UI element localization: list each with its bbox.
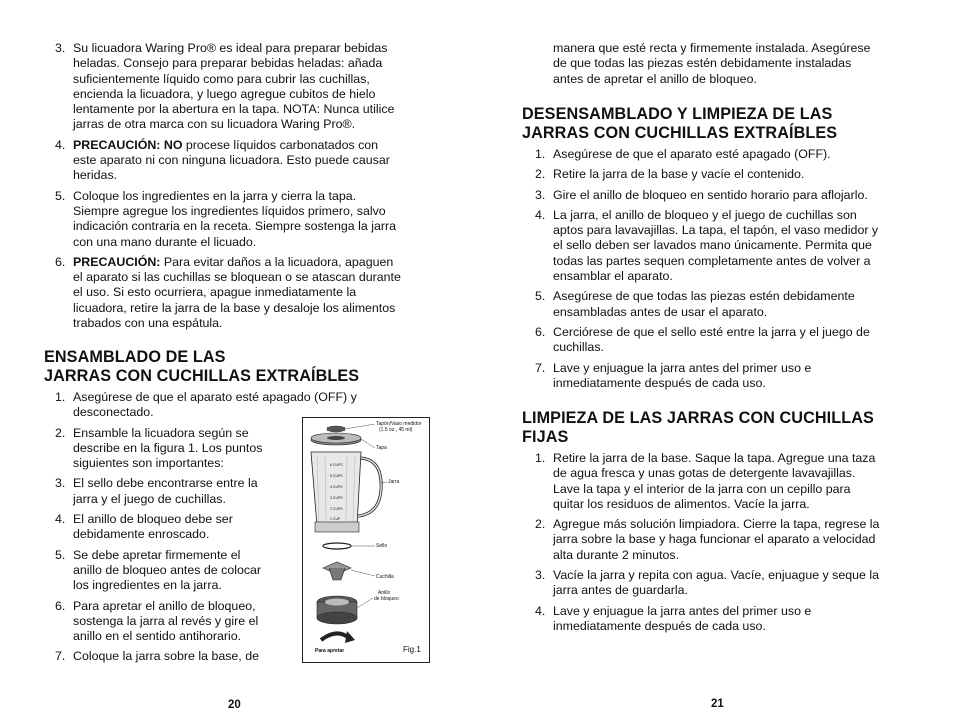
label-seal: Sello [376,543,388,549]
list-item-line: encienda la licuadora, y luego agregue cubitos de hielo [73,86,376,101]
list-item-line [73,255,453,270]
list-item [43,138,453,184]
fixed-jar-heading-line1: LIMPIEZA DE LAS JARRAS CON CUCHILLAS [522,409,874,427]
list-item-line: jarra y el juego de cuchillas. [73,491,226,506]
list-item [523,289,943,320]
list-item [523,361,943,392]
list-item [523,568,943,599]
list-item-line: con una mano durante el licuado. [73,234,257,249]
list-item-line: inmediatamente después de cada uso. [553,375,766,390]
list-item-line: lentamente por la abertura en la tapa. NOTA: Nunca utilice [73,102,395,117]
fixed-jar-cleaning-list [523,451,943,639]
label-lid: Tapa [376,445,387,451]
list-item-line: el sello deben ser lavados mano únicamente. Permita que [553,238,872,253]
list-item-number: 6. [535,324,546,339]
list-item-line: Se debe apretar firmemente el [73,547,241,562]
list-item-line: debidamente enroscado. [73,527,210,542]
jar-marking-4: 4 CUPS [330,485,343,489]
list-item-line: Para apretar el anillo de bloqueo, [73,598,256,613]
label-ring: Anillo [378,590,391,596]
list-item-line: Lave y enjuague la jarra antes del primer uso e [553,603,812,618]
list-item-line: siguientes son importantes: [73,456,224,471]
list-item-line: aptos para lavavajillas. La tapa, el tapón, el vaso medidor y [553,223,879,238]
list-item-line: el aparato si las cuchillas se bloquean o se atascan durante [73,270,401,285]
caution-label: PRECAUCIÓN: NO [73,137,183,152]
list-item-line: La jarra, el anillo de bloqueo y el juego de cuchillas son [553,207,857,222]
list-item-line: Lave la tapa y el interior de la jarra con un cepillo para [553,481,851,496]
list-item-number: 4. [535,603,546,618]
list-item [523,188,943,203]
list-item-number: 6. [55,598,66,613]
list-item-line: Agregue más solución limpiadora. Cierre la tapa, regrese la [553,517,880,532]
blender-assembly-figure [302,417,430,663]
jar-marking-5: 5 CUPS [330,474,343,478]
list-item-number: 5. [535,289,546,304]
list-item-line: trabados con una espátula. [73,316,223,331]
list-item-line: Gire el anillo de bloqueo en sentido horario para aflojarlo. [553,187,868,202]
assembly-heading-line2: JARRAS CON CUCHILLAS EXTRAÍBLES [44,366,360,385]
list-item-line: Asegúrese de que todas las piezas estén debidamente [553,289,855,304]
label-tighten: Para apretar [315,648,345,654]
list-item [43,189,453,250]
list-item-number: 3. [55,476,66,491]
list-item-line: anillo de bloqueo antes de colocar [73,562,262,577]
blender-exploded-diagram [303,418,429,662]
list-item-number: 3. [535,568,546,583]
list-item [523,604,943,635]
list-item-line: Cerciórese de que el sello esté entre la jarra y el juego de [553,324,870,339]
figure-caption: Fig.1 [403,645,421,654]
list-item-line: sostenga la jarra al revés y gire el [73,613,259,628]
list-item-number: 1. [535,451,546,465]
jar-marking-3: 3 CUPS [330,496,343,500]
list-item-line: jarra antes de guardarla. [553,583,689,598]
list-item [43,390,443,421]
list-item-line: todas las partes sequen completamente antes de volver a [553,253,871,268]
jar-marking-2: 2 CUPS [330,507,343,511]
list-item-line: Ensamble la licuadora según se [73,425,249,440]
list-item-line: Coloque la jarra sobre la base, de [73,649,259,664]
jar-marking-6: 6 CUPS [330,463,343,467]
list-item [523,517,943,563]
list-item-line [73,138,453,153]
list-item-line: jarra sobre la base y haga funcionar el aparato a velocidad [553,532,876,547]
list-item-line: jarras de otra marca con su licuadora Waring Pro®. [73,117,356,132]
list-item-line: alta durante 2 minutos. [553,547,680,562]
list-item-line: Vacíe la jarra y repita con agua. Vacíe, enjuague y seque la [553,568,880,583]
list-item-line: los ingredientes en la jarra. [73,578,222,593]
list-item-line: Retire la jarra de la base. Saque la tapa. Agregue una taza [553,451,876,465]
list-item-line: ensambladas antes de usar el aparato. [553,304,768,319]
continuation-text [553,41,933,87]
list-item-number: 4. [55,512,66,527]
list-item-text: Para evitar daños a la licuadora, apaguen [160,254,394,269]
list-item-number: 3. [55,41,66,55]
list-item-line: inmediatamente después de cada uso. [553,618,766,633]
list-item [523,167,943,182]
list-item-number: 2. [535,167,546,182]
list-item [523,451,943,512]
disassembly-heading [522,105,837,142]
label-jar: Jarra [388,479,400,485]
list-item-line: Lave y enjuague la jarra antes del primer uso e [553,360,812,375]
list-item [43,41,453,133]
list-item-line: Retire la jarra de la base y vacíe el contenido. [553,167,805,182]
list-item-number: 7. [535,360,546,375]
list-item-line: heladas. Consejo para preparar bebidas heladas: añada [73,56,383,71]
list-item-line: El sello debe encontrarse entre la [73,476,258,491]
list-item-line: licuadora, retire la jarra de la base y desaloje los alimentos [73,300,396,315]
list-item-line: Coloque los ingredientes en la jarra y cierra la tapa. [73,188,357,203]
continuation-line: de que todas las piezas estén debidamente instaladas [553,56,852,71]
list-item-line: el uso. Si esto ocurriera, apague inmediatamente la [73,285,357,300]
list-item-text: procese líquidos carbonatados con [182,137,379,152]
caution-label: PRECAUCIÓN: [73,254,161,269]
label-blades: Cuchilla [376,574,394,580]
label-cap: Tapón/Vaso medidor [376,421,422,427]
list-item-number: 2. [535,517,546,532]
list-item-number: 6. [55,254,66,269]
list-item-number: 4. [535,207,546,222]
disassembly-instructions-list [523,147,943,396]
list-item-line: suficientemente líquido como para cubrir las cuchillas, [73,71,370,86]
usage-instructions-list [43,41,453,336]
label-ring-line2: de bloqueo [374,596,399,602]
list-item [523,208,943,284]
list-item-line: heridas. [73,168,118,183]
jar-marking-1: 1 CUP [330,517,341,521]
page-number-left: 20 [228,699,241,711]
continuation-line: manera que esté recta y firmemente instalada. Asegúrese [553,41,871,55]
list-item-number: 7. [55,649,66,664]
assembly-heading [44,348,359,385]
list-item [43,255,453,331]
list-item-line: quitar los residuos de alimentos. Vacíe la jarra. [553,496,810,511]
disassembly-heading-line1: DESENSAMBLADO Y LIMPIEZA DE LAS [522,105,833,123]
list-item-line: cuchillas. [553,340,604,355]
continuation-line: antes de apretar el anillo de bloqueo. [553,71,757,86]
list-item-line: de agua fresca y unas gotas de detergente lavavajillas. [553,466,856,481]
list-item-number: 1. [55,390,66,404]
list-item-line: desconectado. [73,405,154,420]
list-item-line: Asegúrese de que el aparato esté apagado (OFF) y [73,390,357,404]
list-item-number: 3. [535,187,546,202]
list-item [523,147,943,162]
disassembly-heading-line2: JARRAS CON CUCHILLAS EXTRAÍBLES [522,123,838,142]
list-item-line: anillo en el sentido antihorario. [73,629,242,644]
list-item-line: El anillo de bloqueo debe ser [73,512,233,527]
fixed-jar-cleaning-heading [522,409,874,446]
list-item-number: 5. [55,547,66,562]
fixed-jar-heading-line2: FIJAS [522,427,569,446]
label-cap-size: (1.5 oz., 45 ml) [379,427,413,433]
list-item-line: Siempre agregue los ingredientes líquidos primero, salvo [73,203,386,218]
list-item-line: describe en la figura 1. Los puntos [73,440,263,455]
list-item-number: 2. [55,425,66,440]
list-item-number: 4. [55,137,66,152]
list-item-line: Asegúrese de que el aparato esté apagado (OFF). [553,147,831,161]
list-item-line: Su licuadora Waring Pro® es ideal para preparar bebidas [73,41,388,55]
list-item-number: 5. [55,188,66,203]
list-item-number: 1. [535,147,546,161]
assembly-heading-line1: ENSAMBLADO DE LAS [44,348,226,366]
list-item [523,325,943,356]
page-number-right: 21 [711,698,724,710]
list-item-line: indicación contraria en la receta. Siempre sostenga la jarra [73,219,397,234]
list-item-line: este aparato ni con ninguna licuadora. Esto puede causar [73,153,390,168]
list-item-line: ensamblar el aparato. [553,269,673,284]
